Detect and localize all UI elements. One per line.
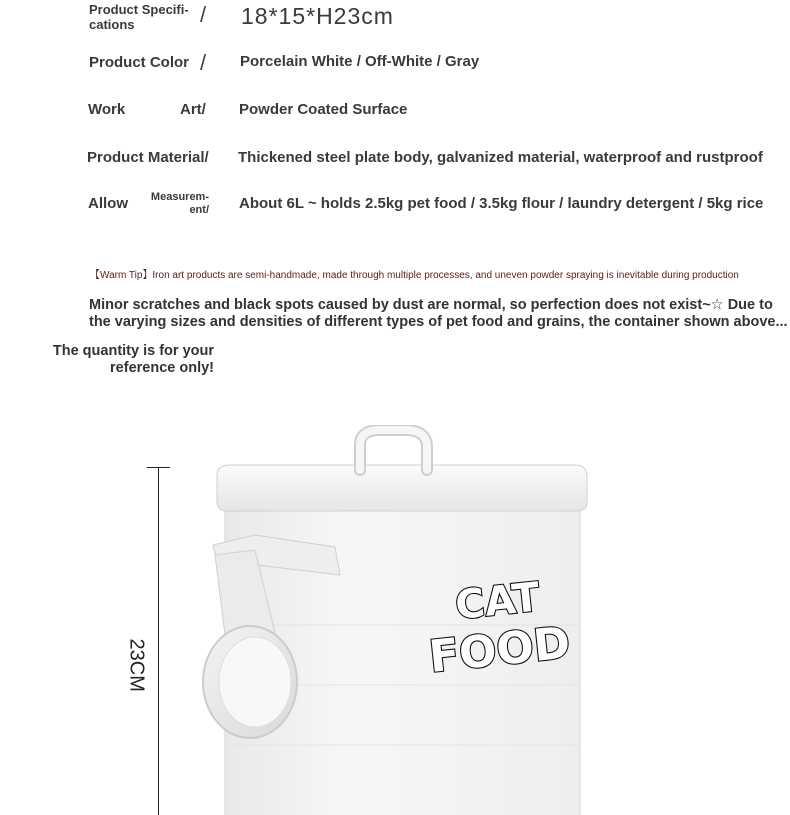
spec-slash: / [200,2,207,27]
disclaimer-note [89,297,788,331]
spec-label-line2: cations [89,17,135,32]
disclaimer-tail-line1: The quantity is for your [52,343,214,359]
dimension-line [158,467,159,815]
cat-text: CAT [453,574,542,629]
spec-label-line2: ent/ [189,204,209,216]
disclaimer-tail [30,343,214,377]
spec-label-art: Art/ [180,101,206,118]
spec-value-specifications: 18*15*H23cm [241,3,394,29]
spec-label-allow: Allow [88,195,128,212]
container-lid [217,430,587,511]
spec-label-specifications [89,2,189,32]
spec-label-work: Work [88,101,126,118]
spec-label-color: Product Color [89,54,189,71]
spec-value-color: Porcelain White / Off-White / Gray [240,53,480,70]
disclaimer-tail-line2: reference only! [110,360,214,376]
spec-value-material: Thickened steel plate body, galvanized material, waterproof and rustproof [238,149,763,166]
dimension-label: 23CM [125,638,148,692]
spec-label-material: Product Material/ [87,149,209,166]
disclaimer-line1: Minor scratches and black spots caused by dust are normal, so perfection does not exist~☆ Due to [89,297,773,313]
spec-label-line1: Product Specifi- [89,2,189,17]
warm-tip: 【Warm Tip】Iron art products are semi-handmade, made through multiple processes, and uneven powder spraying is inevitable during production [90,270,739,281]
spec-value-capacity: About 6L ~ holds 2.5kg pet food / 3.5kg flour / laundry detergent / 5kg rice [239,195,764,212]
spec-slash: / [200,50,207,75]
spec-label-line1: Measurem- [150,191,209,203]
food-text: FOOD [426,617,573,683]
spec-value-craft: Powder Coated Surface [239,101,408,118]
disclaimer-line2: the varying sizes and densities of different types of pet food and grains, the container shown above... [89,314,788,330]
cat-food-container-image [195,425,615,815]
spec-label-measurement [140,191,209,217]
